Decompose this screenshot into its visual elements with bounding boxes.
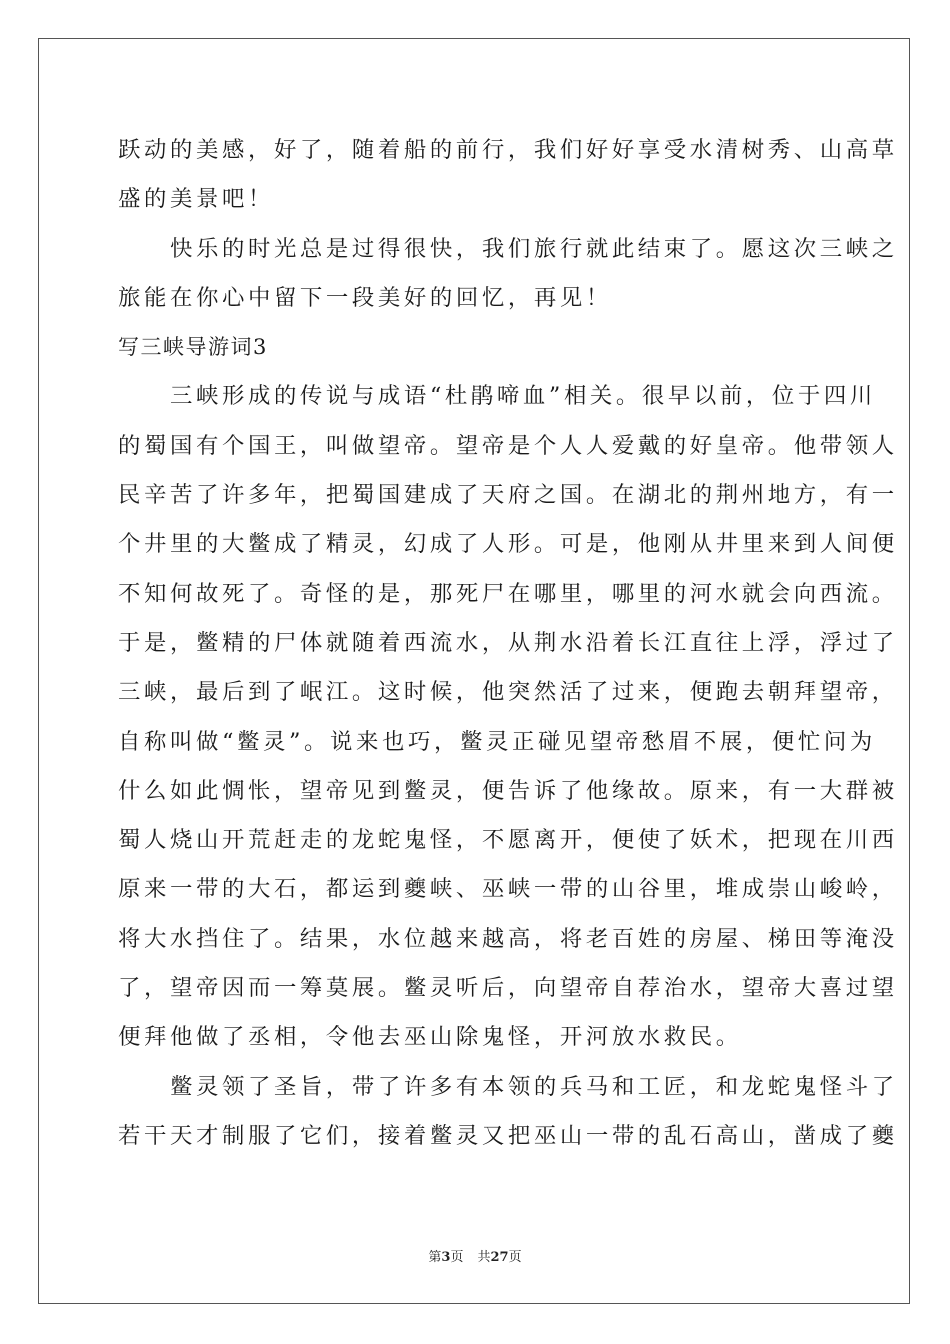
text-line: 自称叫做“鳖灵”。说来也巧，鳖灵正碰见望帝愁眉不展，便忙问为	[118, 728, 876, 755]
text-line: 什么如此惆怅，望帝见到鳖灵，便告诉了他缘故。原来，有一大群被	[118, 777, 898, 804]
text-line: 便拜他做了丞相，令他去巫山除鬼怪，开河放水救民。	[118, 1024, 742, 1051]
text-line: 个井里的大鳖成了精灵，幻成了人形。可是，他刚从井里来到人间便	[118, 531, 898, 558]
total-label-suffix: 页	[508, 1250, 522, 1265]
text-line: 不知何故死了。奇怪的是，那死尸在哪里，哪里的河水就会向西流。	[118, 580, 898, 607]
section-heading: 写三峡导游词3	[118, 335, 268, 360]
text-line: 将大水挡住了。结果，水位越来越高，将老百姓的房屋、梯田等淹没	[118, 925, 898, 952]
document-body	[118, 126, 898, 1161]
text-line: 跃动的美感，好了，随着船的前行，我们好好享受水清树秀、山高草	[118, 137, 898, 163]
text-line: 的蜀国有个国王，叫做望帝。望帝是个人人爱戴的好皇帝。他带领人	[118, 432, 898, 459]
total-pages: 27	[490, 1250, 509, 1265]
text-line: 三峡，最后到了岷江。这时候，他突然活了过来，便跑去朝拜望帝，	[118, 679, 898, 706]
text-line: 民辛苦了许多年，把蜀国建成了天府之国。在湖北的荆州地方，有一	[118, 482, 898, 509]
total-label-prefix: 共	[477, 1250, 491, 1265]
text-line: 蜀人烧山开荒赶走的龙蛇鬼怪，不愿离开，便使了妖术，把现在川西	[118, 827, 898, 854]
paragraph-start: 快乐的时光总是过得很快，我们旅行就此结束了。愿这次三峡之	[118, 235, 898, 262]
text-line: 若干天才制服了它们，接着鳖灵又把巫山一带的乱石高山，凿成了夔	[118, 1122, 898, 1149]
text-line: 原来一带的大石，都运到夔峡、巫峡一带的山谷里，堆成崇山峻岭，	[118, 876, 898, 903]
page-number: 3	[441, 1250, 451, 1265]
page-label-suffix: 页	[450, 1250, 464, 1265]
paragraph-start: 鳖灵领了圣旨，带了许多有本领的兵马和工匠，和龙蛇鬼怪斗了	[118, 1073, 898, 1100]
text-line: 盛的美景吧！	[118, 186, 274, 213]
text-line: 旅能在你心中留下一段美好的回忆，再见！	[118, 284, 612, 311]
text-line: 了，望帝因而一筹莫展。鳖灵听后，向望帝自荐治水，望帝大喜过望	[118, 975, 898, 1002]
page-label-prefix: 第	[428, 1250, 442, 1265]
text-line: 于是，鳖精的尸体就随着西流水，从荆水沿着长江直往上浮，浮过了	[118, 629, 898, 656]
page-footer	[0, 1246, 950, 1265]
paragraph-start: 三峡形成的传说与成语“杜鹃啼血”相关。很早以前，位于四川	[118, 383, 876, 410]
